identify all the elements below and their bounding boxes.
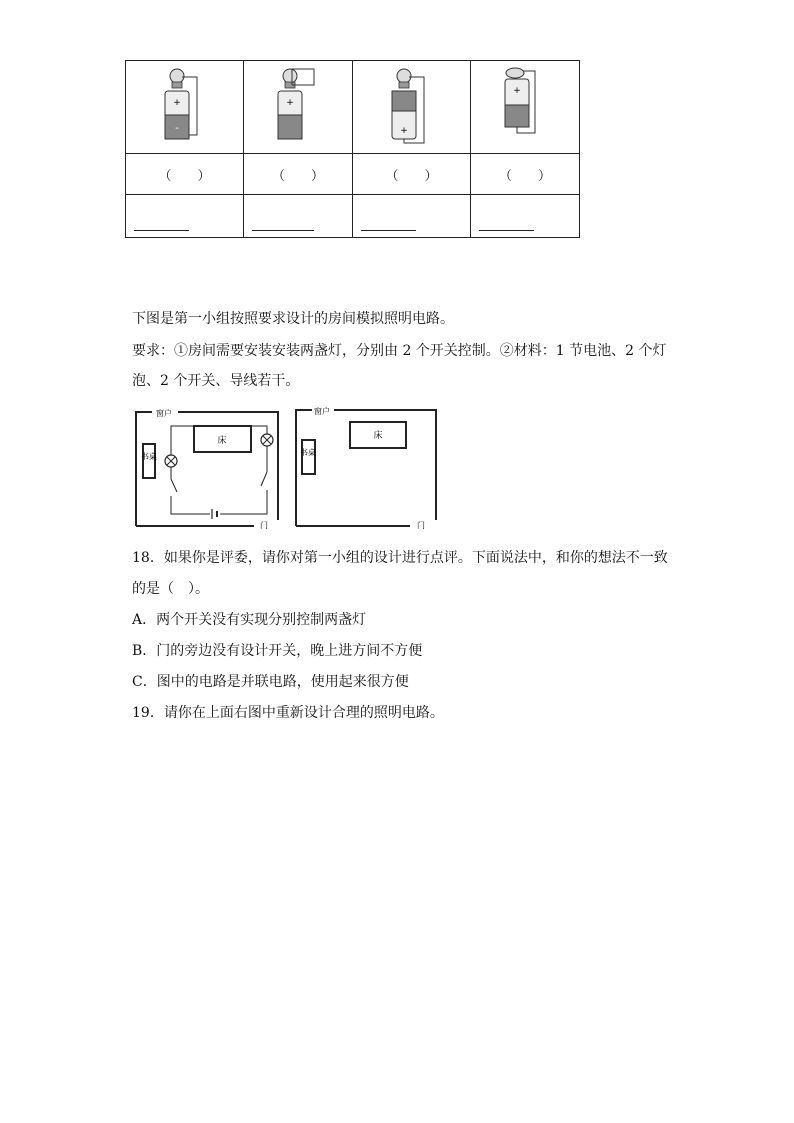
bed-label: 床 (217, 436, 227, 446)
answer-blank-3[interactable] (353, 195, 471, 238)
room-diagram-right-blank (294, 404, 440, 530)
option-c[interactable]: C．图中的电路是并联电路，使用起来很方便 (132, 674, 409, 690)
desk-label: 书桌 (300, 448, 316, 457)
circuit-image-4 (471, 61, 580, 154)
room-circuit-diagram-left (134, 404, 282, 530)
battery-plus-label: + (172, 98, 181, 108)
answer-paren-4[interactable]: （ ） (471, 154, 580, 195)
battery-plus-label: + (286, 98, 294, 108)
battery-bulb-icon-2 (268, 65, 328, 145)
answer-paren-2[interactable]: （ ） (244, 154, 353, 195)
bed-label: 床 (373, 431, 383, 441)
door-label: 门 (260, 521, 268, 530)
desk-box (302, 440, 315, 474)
desk-label: 书桌 (141, 452, 157, 461)
switch-icon-right (261, 472, 267, 486)
question-19: 19．请你在上面右图中重新设计合理的照明电路。 (132, 705, 444, 721)
answer-blank-4[interactable] (471, 195, 580, 238)
window-label: 窗户 (156, 409, 172, 418)
question-18-line-1: 18．如果你是评委，请你对第一小组的设计进行点评。下面说法中，和你的想法不一致 (132, 550, 668, 566)
requirement-line-1: 要求：①房间需要安装安装两盏灯，分别由 2 个开关控制。②材料：1 节电池、2 个灯 (132, 343, 667, 359)
battery-bulb-icon-3 (382, 65, 442, 145)
table-row-parens (126, 154, 580, 195)
battery-minus-label: - (174, 123, 179, 134)
circuit-image-3 (353, 61, 471, 154)
table-row-images (126, 61, 580, 154)
table-row-blanks (126, 195, 580, 238)
requirement-line-2: 泡、2 个开关、导线若干。 (132, 373, 300, 389)
battery-bulb-icon-1 (155, 65, 215, 145)
answer-paren-1[interactable]: （ ） (126, 154, 244, 195)
door-label: 门 (417, 521, 425, 530)
question-18-line-2: 的是（ ）。 (132, 581, 209, 597)
battery-plus-label: + (513, 86, 521, 96)
circuit-question-table (125, 60, 580, 238)
answer-blank-1[interactable] (126, 195, 244, 238)
answer-paren-3[interactable]: （ ） (353, 154, 471, 195)
battery-bulb-icon-4 (495, 65, 555, 145)
option-a[interactable]: A．两个开关没有实现分别控制两盏灯 (132, 612, 367, 628)
option-b[interactable]: B．门的旁边没有设计开关，晚上进方间不方便 (132, 643, 423, 659)
battery-plus-label: + (399, 126, 408, 136)
intro-text: 下图是第一小组按照要求设计的房间模拟照明电路。 (132, 311, 454, 327)
circuit-image-2 (244, 61, 353, 154)
desk-box (143, 444, 155, 478)
circuit-image-1 (126, 61, 244, 154)
window-label: 窗户 (314, 407, 330, 416)
answer-blank-2[interactable] (244, 195, 353, 238)
switch-icon-left (171, 479, 177, 492)
